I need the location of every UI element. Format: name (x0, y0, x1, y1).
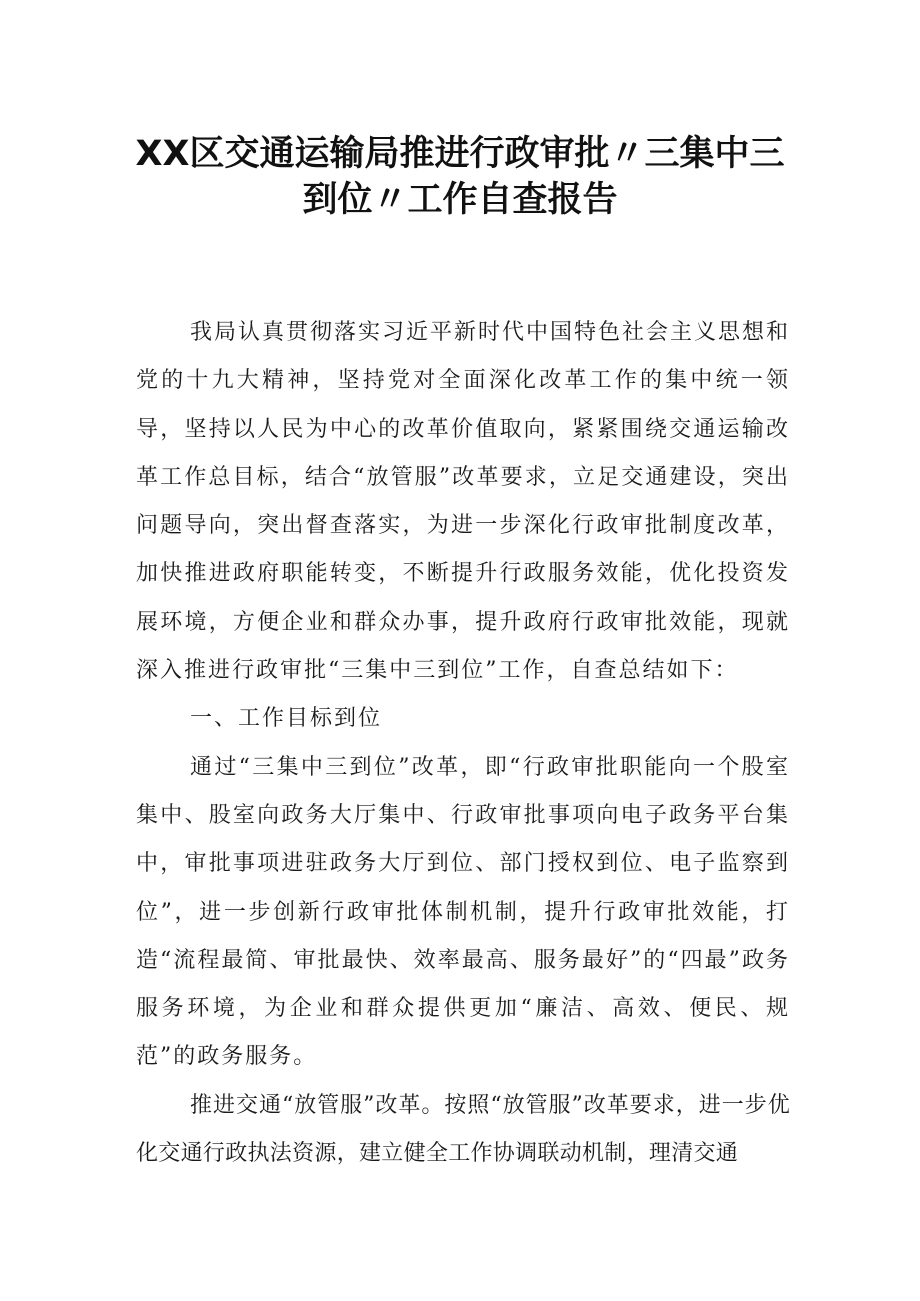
section-1-paragraph-1: 通过“三集中三到位”改革，即“行政审批职能向一个股室集中、股室向政务大厅集中、行政审批事项向电子政务平台集中，审批事项进驻政务大厅到位、部门授权到位、电子监察到位”，进一步创新行政审批体制机制，提升行政审批效能，打造“流程最简、审批最快、效率最高、服务最好”的“四最”政务服务环境，为企业和群众提供更加“廉洁、高效、便民、规范”的政务服务。 (136, 754, 790, 1070)
document-title-line-1: XX区交通运输局推进行政审批〃三集中三 (135, 134, 785, 174)
document-body (136, 309, 790, 1178)
intro-paragraph: 我局认真贯彻落实习近平新时代中国特色社会主义思想和党的十九大精神，坚持党对全面深化改革工作的集中统一领导，坚持以人民为中心的改革价值取向，紧紧围绕交通运输改革工作总目标，结合“放管服”改革要求，立足交通建设，突出问题导向，突出督查落实，为进一步深化行政审批制度改革，加快推进政府职能转变，不断提升行政服务效能，优化投资发展环境，方便企业和群众办事，提升政府行政审批效能，现就深入推进行政审批“三集中三到位”工作，自查总结如下： (136, 320, 791, 684)
section-1-paragraph-2: 推进交通“放管服”改革。按照“放管服”改革要求，进一步优化交通行政执法资源，建立健全工作协调联动机制，理清交通 (136, 1092, 790, 1167)
document-title-line-2: 到位〃工作自查报告 (302, 180, 618, 220)
section-heading-1: 一、工作目标到位 (190, 706, 383, 732)
